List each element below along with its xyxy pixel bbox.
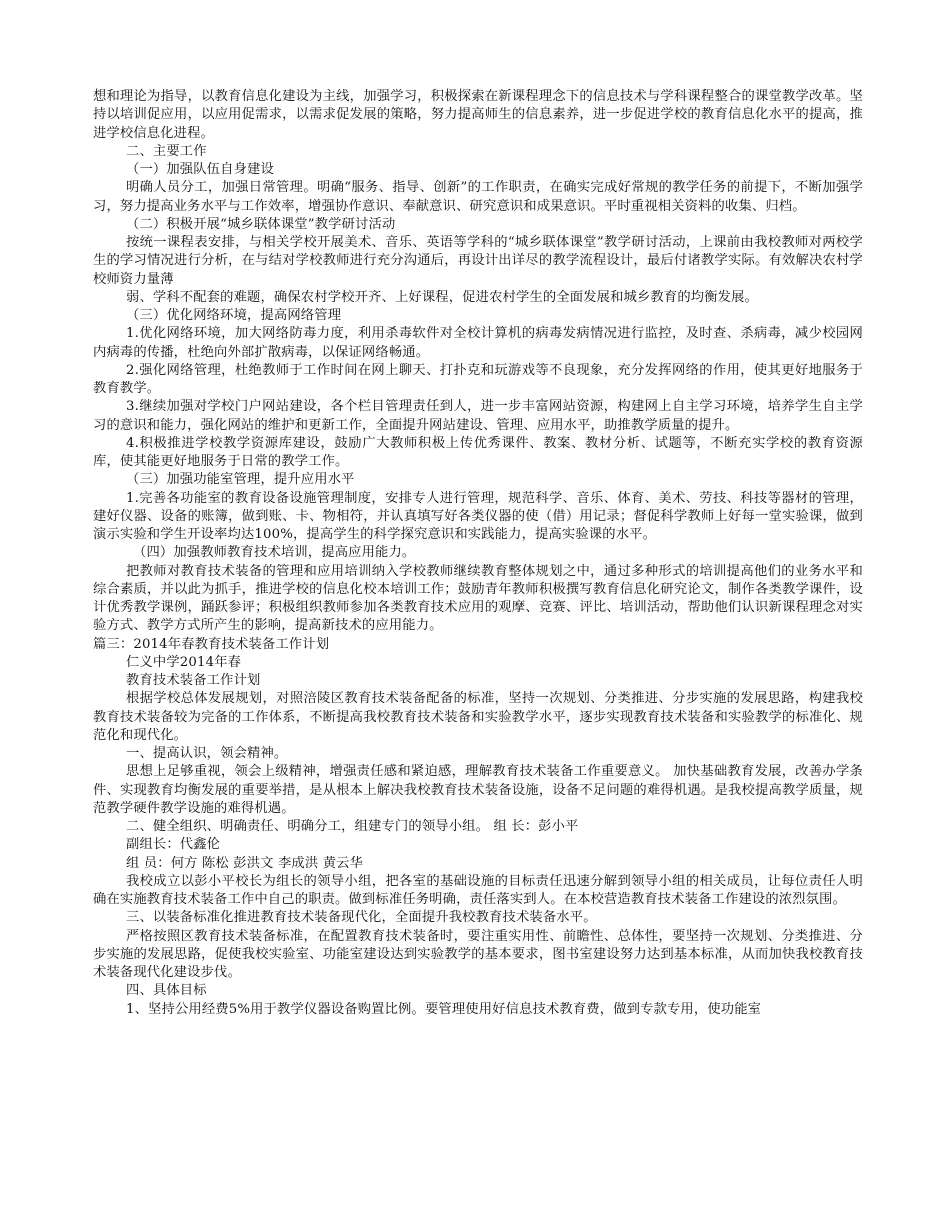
list-item-network-3: 3.继续加强对学校门户网站建设，各个栏目管理责任到人，进一步丰富网站资源，构建网上自主学习环境，培养学生自主学习的意识和能力，强化网站的维护和更新工作，全面提升网站建设、管理、应用水平，助推教学质量的提升。 xyxy=(93,399,863,433)
paragraph-plan-intro: 根据学校总体发展规划，对照涪陵区教育技术装备配备的标准，坚持一次规划、分类推进、分步实施的发展思路，构建我校教育技术装备较为完备的工作体系，不断提高我校教育技术装备和实验教学水平，逐步实现教育技术装备和实验教学的标准化、规范化和现代化。 xyxy=(93,691,863,743)
intro-paragraph: 想和理论为指导，以教育信息化建设为主线，加强学习，积极探索在新课程理念下的信息技术与学科课程整合的课堂教学改革。坚持以培训促应用，以应用促需求，以需求促发展的策略，努力提高师生的信息素养，进一步促进学校的教育信息化水平的提高，推进学校信息化进程。 xyxy=(93,89,863,141)
section-heading-goals: 四、具体目标 xyxy=(126,983,207,999)
section-heading-organization: 二、健全组织、明确责任、明确分工，组建专门的领导小组。 组 长：彭小平 xyxy=(126,819,579,834)
paragraph-classroom-cont: 弱、学科不配套的难题，确保农村学校开齐、上好课程，促进农村学生的全面发展和城乡教育的均衡发展。 xyxy=(126,289,759,305)
paragraph-organization: 我校成立以彭小平校长为组长的领导小组，把各室的基础设施的目标责任迅速分解到领导小组的相关成员，让每位责任人明确在实施教育技术装备工作中自己的职责。做到标准任务明确，责任落实到人。在本校营造教育技术装备工作建设的浓烈氛围。 xyxy=(93,873,863,907)
subsection-heading-training: （四）加强教师教育技术培训，提高应用能力。 xyxy=(133,545,416,561)
paragraph-training: 把教师对教育技术装备的管理和应用培训纳入学校教师继续教育整体规划之中，通过多种形式的培训提高他们的业务水平和综合素质，并以此为抓手，推进学校的信息化校本培训工作；鼓励青年教师积极撰写教育信息化研究论文，制作各类教学课件，设计优秀教学课例，踊跃参评；积极组织教师参加各类教育技术应用的观摩、竞赛、评比、培训活动，帮助他们认识新课程理念对实验方式、教学方式所产生的影响，提高新技术的应用能力。 xyxy=(93,563,863,634)
list-item-rooms-1: 1.完善各功能室的教育设备设施管理制度，安排专人进行管理，规范科学、音乐、体育、美术、劳技、科技等器材的管理，建好仪器、设备的账簿，做到账、卡、物相符，并认真填写好各类仪器的使（借）用记录；督促科学教师上好每一堂实验课，做到演示实验和学生开设率均达100%，提高学生的科学探究意识和实践能力，提高实验课的水平。 xyxy=(93,490,863,542)
deputy-leader-line: 副组长：代鑫伦 xyxy=(126,837,221,853)
subsection-heading-team: （一）加强队伍自身建设 xyxy=(126,162,274,177)
subsection-heading-rooms: （三）加强功能室管理，提升应用水平 xyxy=(126,472,355,488)
school-title-line: 仁义中学2014年春 xyxy=(126,654,242,670)
section-heading-standardization: 三、以装备标准化推进教育技术装备现代化，全面提升我校教育技术装备水平。 xyxy=(126,910,597,926)
section-heading-awareness: 一、提高认识，领会精神。 xyxy=(126,746,288,761)
subsection-heading-classroom: （二）积极开展“城乡联体课堂”教学研讨活动 xyxy=(126,216,396,232)
document-page xyxy=(93,88,863,1019)
list-item-goals-1: 1、坚持公用经费5%用于教学仪器设备购置比例。要管理使用好信息技术教育费，做到专款专用，使功能室 xyxy=(126,1001,762,1017)
list-item-network-4: 4.积极推进学校教学资源库建设，鼓励广大教师积极上传优秀课件、教案、教材分析、试题等，不断充实学校的教育资源库，使其能更好地服务于日常的教学工作。 xyxy=(93,435,863,469)
paragraph-team: 明确人员分工，加强日常管理。明确“服务、指导、创新”的工作职责，在确实完成好常规的教学任务的前提下，不断加强学习，努力提高业务水平与工作效率，增强协作意识、奉献意识、研究意识和成果意识。平时重视相关资料的收集、归档。 xyxy=(93,180,863,214)
list-item-network-1: 1.优化网络环境，加大网络防毒力度，利用杀毒软件对全校计算机的病毒发病情况进行监控，及时查、杀病毒，减少校园网内病毒的传播，杜绝向外部扩散病毒，以保证网络畅通。 xyxy=(93,326,863,360)
section-heading-main-work: 二、主要工作 xyxy=(126,143,207,159)
paragraph-classroom: 按统一课程表安排，与相关学校开展美术、音乐、英语等学科的“城乡联体课堂”教学研讨活动，上课前由我校教师对两校学生的学习情况进行分析，在与结对学校教师进行充分沟通后，再设计出详尽的教学流程设计，最后付诸教学实际。有效解决农村学校师资力量薄 xyxy=(93,235,863,287)
plan-title-line: 教育技术装备工作计划 xyxy=(126,673,261,688)
chapter-heading: 篇三：2014年春教育技术装备工作计划 xyxy=(93,636,330,652)
subsection-heading-network: （三）优化网络环境，提高网络管理 xyxy=(126,308,342,323)
paragraph-standardization: 严格按照区教育技术装备标准，在配置教育技术装备时，要注重实用性、前瞻性、总体性，要坚持一次规划、分类推进、分步实施的发展思路，促使我校实验室、功能室建设达到实验教学的基本要求，图书室建设努力达到基本标准，从而加快我校教育技术装备现代化建设步伐。 xyxy=(93,928,863,980)
paragraph-awareness: 思想上足够重视，领会上级精神，增强责任感和紧迫感，理解教育技术装备工作重要意义。 加快基础教育发展，改善办学条件、实现教育均衡发展的重要举措，是从根本上解决我校教育技术装备设施，设备不足问题的难得机遇。是我校提高教学质量，规范教学硬件教学设施的难得机遇。 xyxy=(93,764,863,816)
list-item-network-2: 2.强化网络管理，杜绝教师于工作时间在网上聊天、打扑克和玩游戏等不良现象，充分发挥网络的作用，使其更好地服务于教育教学。 xyxy=(93,362,863,396)
members-line: 组 员：何方 陈松 彭洪文 李成洪 黄云华 xyxy=(126,855,364,871)
